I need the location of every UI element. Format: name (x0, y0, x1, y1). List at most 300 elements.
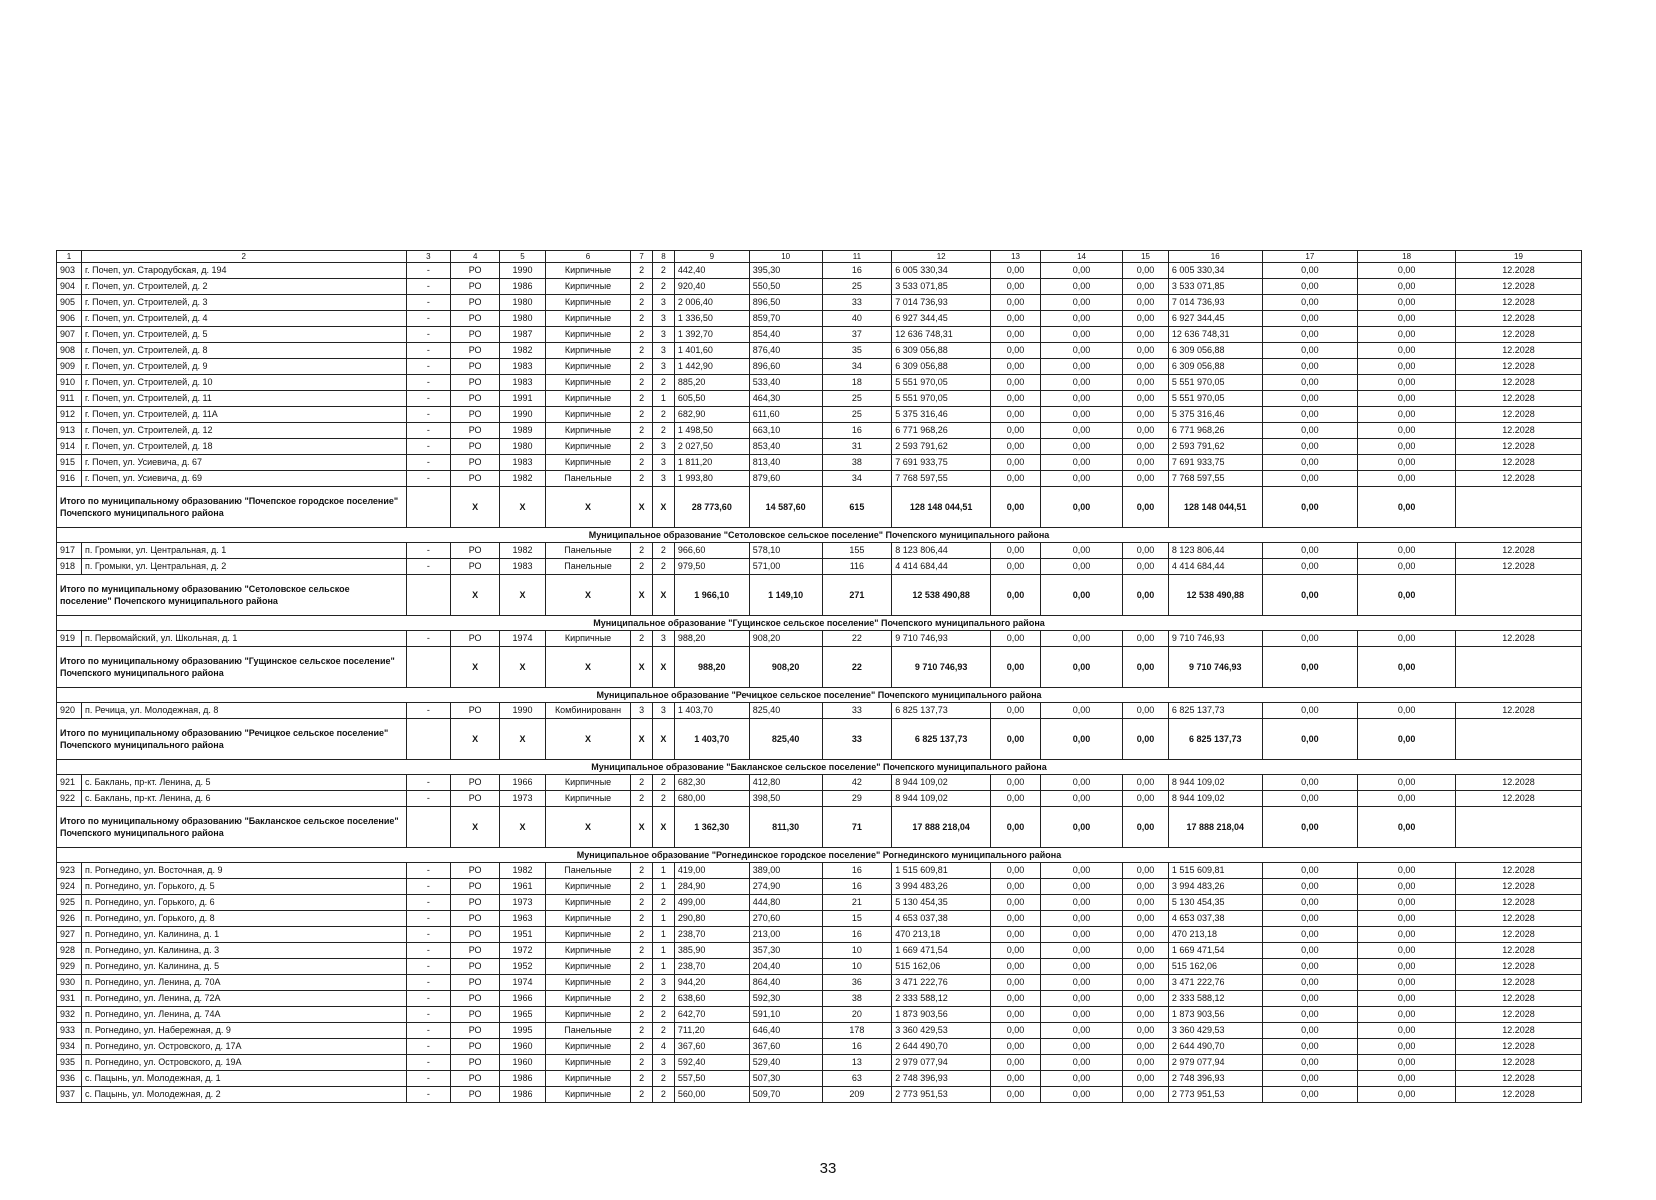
table-cell: 2 (631, 279, 653, 295)
table-cell: 533,40 (749, 375, 822, 391)
table-cell: 4 414 684,44 (892, 559, 991, 575)
table-cell: 1982 (500, 471, 546, 487)
table-cell: 854,40 (749, 327, 822, 343)
table-cell: 0,00 (1123, 311, 1169, 327)
table-cell: 529,40 (749, 1055, 822, 1071)
table-cell: 0,00 (1123, 543, 1169, 559)
total-row (57, 647, 1582, 688)
total-row (57, 487, 1582, 528)
table-cell: 0,00 (1262, 375, 1358, 391)
table-cell: 0,00 (991, 975, 1041, 991)
table-cell: 2 (631, 631, 653, 647)
total-label: Итого по муниципальному образованию "Бакланское сельское поселение" Почепского муниципального района (57, 807, 407, 848)
table-cell: 859,70 (749, 311, 822, 327)
table-cell: 0,00 (1358, 975, 1456, 991)
table-cell: 2 (631, 327, 653, 343)
table-cell: 395,30 (749, 263, 822, 279)
table-row (57, 1087, 1582, 1103)
address-cell: г. Почеп, ул. Строителей, д. 3 (81, 295, 406, 311)
header-cell: 11 (822, 251, 892, 263)
table-cell: 910 (57, 375, 82, 391)
table-cell: 0,00 (1358, 439, 1456, 455)
table-row (57, 943, 1582, 959)
table-cell: 0,00 (991, 911, 1041, 927)
header-cell: 18 (1358, 251, 1456, 263)
table-row (57, 631, 1582, 647)
table-cell: РО (451, 975, 500, 991)
table-cell: 0,00 (1040, 439, 1122, 455)
table-cell: РО (451, 1071, 500, 1087)
table-cell: 944,20 (674, 975, 749, 991)
table-cell: 1 (653, 927, 675, 943)
total-cell: 9 710 746,93 (892, 647, 991, 688)
table-cell: 0,00 (991, 895, 1041, 911)
table-cell: 38 (822, 455, 892, 471)
table-cell: 5 551 970,05 (892, 375, 991, 391)
table-cell: 0,00 (1123, 863, 1169, 879)
total-cell: X (500, 575, 546, 616)
header-row (57, 251, 1582, 263)
table-cell: 3 (653, 343, 675, 359)
table-cell: 0,00 (1123, 775, 1169, 791)
table-row (57, 263, 1582, 279)
table-cell: 12.2028 (1456, 775, 1582, 791)
table-cell: 0,00 (991, 1087, 1041, 1103)
table-cell: 5 375 316,46 (892, 407, 991, 423)
table-cell: 12.2028 (1456, 391, 1582, 407)
table-cell: 10 (822, 959, 892, 975)
table-cell: 1952 (500, 959, 546, 975)
table-body (57, 251, 1582, 1103)
header-cell: 1 (57, 251, 82, 263)
total-cell: 615 (822, 487, 892, 528)
address-cell: г. Почеп, ул. Строителей, д. 18 (81, 439, 406, 455)
table-cell: РО (451, 775, 500, 791)
table-cell: Комбинированн (545, 703, 630, 719)
table-cell: 0,00 (1358, 927, 1456, 943)
table-cell: РО (451, 375, 500, 391)
table-cell: 0,00 (1040, 1023, 1122, 1039)
table-cell: Кирпичные (545, 375, 630, 391)
table-cell: 1 336,50 (674, 311, 749, 327)
table-cell: 924 (57, 879, 82, 895)
total-cell: 0,00 (1040, 719, 1122, 760)
table-cell: 1983 (500, 455, 546, 471)
table-cell: 1989 (500, 423, 546, 439)
table-cell: - (406, 559, 451, 575)
total-cell: 0,00 (991, 719, 1041, 760)
table-cell: 0,00 (1262, 1007, 1358, 1023)
total-cell: 71 (822, 807, 892, 848)
table-cell: 0,00 (991, 391, 1041, 407)
section-heading-row (57, 760, 1582, 775)
table-cell: 2 (653, 895, 675, 911)
address-cell: г. Почеп, ул. Строителей, д. 11 (81, 391, 406, 407)
table-cell: 398,50 (749, 791, 822, 807)
table-cell: 2 (631, 295, 653, 311)
table-cell: 2 (653, 791, 675, 807)
table-cell: 2 (631, 959, 653, 975)
table-cell: - (406, 1007, 451, 1023)
table-cell: 12.2028 (1456, 311, 1582, 327)
table-cell: 557,50 (674, 1071, 749, 1087)
table-cell: 290,80 (674, 911, 749, 927)
table-cell: 927 (57, 927, 82, 943)
total-label: Итого по муниципальному образованию "Почепское городское поселение" Почепского муниципального района (57, 487, 407, 528)
table-cell: - (406, 423, 451, 439)
total-cell: 825,40 (749, 719, 822, 760)
table-cell: - (406, 975, 451, 991)
table-cell: - (406, 407, 451, 423)
table-cell: 1983 (500, 559, 546, 575)
table-cell: 0,00 (1358, 295, 1456, 311)
total-cell: 17 888 218,04 (1168, 807, 1262, 848)
table-cell: 0,00 (991, 991, 1041, 1007)
table-cell: 238,70 (674, 927, 749, 943)
table-cell: - (406, 791, 451, 807)
total-cell: 9 710 746,93 (1168, 647, 1262, 688)
table-cell: 0,00 (1262, 927, 1358, 943)
table-row (57, 991, 1582, 1007)
table-cell: РО (451, 359, 500, 375)
table-cell: 0,00 (1123, 407, 1169, 423)
table-cell: 8 123 806,44 (1168, 543, 1262, 559)
table-cell: РО (451, 343, 500, 359)
table-cell: 2 (631, 895, 653, 911)
table-cell: - (406, 927, 451, 943)
table-cell: 592,40 (674, 1055, 749, 1071)
address-cell: п. Рогнедино, ул. Калинина, д. 1 (81, 927, 406, 943)
table-cell: 0,00 (1358, 391, 1456, 407)
table-cell: 0,00 (1358, 455, 1456, 471)
total-cell: 908,20 (749, 647, 822, 688)
table-cell: 0,00 (1358, 279, 1456, 295)
total-cell: 0,00 (1262, 575, 1358, 616)
total-label: Итого по муниципальному образованию "Гущинское сельское поселение" Почепского муниципального района (57, 647, 407, 688)
table-cell: 912 (57, 407, 82, 423)
table-cell: 284,90 (674, 879, 749, 895)
table-cell: 3 (653, 1055, 675, 1071)
table-cell: 444,80 (749, 895, 822, 911)
table-cell: 909 (57, 359, 82, 375)
table-cell: Кирпичные (545, 423, 630, 439)
section-heading: Муниципальное образование "Сетоловское сельское поселение" Почепского муниципального района (57, 528, 1582, 543)
table-cell: РО (451, 1039, 500, 1055)
address-cell: п. Рогнедино, ул. Островского, д. 19А (81, 1055, 406, 1071)
table-cell: Кирпичные (545, 775, 630, 791)
table-cell: 923 (57, 863, 82, 879)
table-cell: 178 (822, 1023, 892, 1039)
table-cell: 2 (631, 1007, 653, 1023)
table-cell: 0,00 (1040, 991, 1122, 1007)
table-cell: 2 (631, 879, 653, 895)
table-cell: 0,00 (1358, 359, 1456, 375)
table-cell: - (406, 1055, 451, 1071)
table-cell: 2 (653, 1023, 675, 1039)
total-cell: 0,00 (991, 807, 1041, 848)
table-cell: Кирпичные (545, 455, 630, 471)
table-cell: РО (451, 1055, 500, 1071)
table-cell: 1982 (500, 543, 546, 559)
table-cell: 12.2028 (1456, 407, 1582, 423)
table-cell: 1990 (500, 703, 546, 719)
table-cell: РО (451, 471, 500, 487)
table-cell: 3 (653, 631, 675, 647)
total-cell: X (545, 807, 630, 848)
table-cell: 0,00 (1123, 559, 1169, 575)
table-cell: 0,00 (1123, 975, 1169, 991)
table-cell: 1963 (500, 911, 546, 927)
table-cell: 0,00 (1262, 1071, 1358, 1087)
table-cell: - (406, 943, 451, 959)
header-cell: 15 (1123, 251, 1169, 263)
total-cell: X (653, 575, 675, 616)
table-cell: 0,00 (1040, 631, 1122, 647)
table-cell: 916 (57, 471, 82, 487)
table-cell: 2 (631, 775, 653, 791)
table-cell: 274,90 (749, 879, 822, 895)
table-cell: 2 748 396,93 (1168, 1071, 1262, 1087)
table-row (57, 295, 1582, 311)
table-cell: 209 (822, 1087, 892, 1103)
address-cell: г. Почеп, ул. Усиевича, д. 67 (81, 455, 406, 471)
table-cell: 0,00 (1262, 327, 1358, 343)
table-cell: 16 (822, 879, 892, 895)
table-cell: 1951 (500, 927, 546, 943)
table-cell: 389,00 (749, 863, 822, 879)
table-cell: 0,00 (1040, 863, 1122, 879)
table-cell: 16 (822, 1039, 892, 1055)
table-row (57, 391, 1582, 407)
table-cell: 2 (631, 1039, 653, 1055)
table-cell: 37 (822, 327, 892, 343)
total-cell: X (545, 575, 630, 616)
table-cell: 0,00 (1262, 471, 1358, 487)
address-cell: п. Рогнедино, ул. Ленина, д. 74А (81, 1007, 406, 1023)
table-cell: 4 414 684,44 (1168, 559, 1262, 575)
table-cell: 2 (631, 943, 653, 959)
table-cell: 5 375 316,46 (1168, 407, 1262, 423)
register-sheet (56, 250, 1582, 1103)
total-cell: X (631, 719, 653, 760)
table-row (57, 311, 1582, 327)
table-cell: Кирпичные (545, 359, 630, 375)
table-cell: 3 994 483,26 (892, 879, 991, 895)
table-cell: 1974 (500, 631, 546, 647)
section-heading: Муниципальное образование "Речицкое сельское поселение" Почепского муниципального района (57, 688, 1582, 703)
table-cell (406, 719, 451, 760)
table-cell: Панельные (545, 863, 630, 879)
table-cell: 2 333 588,12 (1168, 991, 1262, 1007)
table-cell: 0,00 (991, 791, 1041, 807)
table-row (57, 407, 1582, 423)
table-cell: 2 593 791,62 (892, 439, 991, 455)
total-cell: 128 148 044,51 (892, 487, 991, 528)
table-cell: 0,00 (1262, 359, 1358, 375)
total-cell: 0,00 (991, 487, 1041, 528)
table-cell: Кирпичные (545, 327, 630, 343)
table-cell: - (406, 455, 451, 471)
table-cell: 0,00 (1040, 455, 1122, 471)
table-cell: 0,00 (1123, 1023, 1169, 1039)
table-cell: 922 (57, 791, 82, 807)
table-cell: 0,00 (991, 559, 1041, 575)
table-cell: 903 (57, 263, 82, 279)
table-cell: 0,00 (1123, 991, 1169, 1007)
table-cell: 0,00 (1123, 631, 1169, 647)
table-cell: РО (451, 407, 500, 423)
table-cell: 2 748 396,93 (892, 1071, 991, 1087)
table-cell: 34 (822, 471, 892, 487)
total-cell: 0,00 (991, 647, 1041, 688)
table-cell: РО (451, 391, 500, 407)
table-row (57, 1071, 1582, 1087)
table-cell: РО (451, 279, 500, 295)
table-cell: РО (451, 559, 500, 575)
total-label: Итого по муниципальному образованию "Речицкое сельское поселение" Почепского муниципального района (57, 719, 407, 760)
table-cell: 0,00 (1040, 879, 1122, 895)
table-cell: 25 (822, 391, 892, 407)
table-cell: 0,00 (1040, 943, 1122, 959)
table-cell: 0,00 (1262, 1055, 1358, 1071)
table-cell: Панельные (545, 559, 630, 575)
table-cell: Кирпичные (545, 943, 630, 959)
table-cell: 896,50 (749, 295, 822, 311)
address-cell: п. Рогнедино, ул. Восточная, д. 9 (81, 863, 406, 879)
table-cell: 5 130 454,35 (892, 895, 991, 911)
table-row (57, 895, 1582, 911)
table-cell: 3 360 429,53 (1168, 1023, 1262, 1039)
total-cell: 1 966,10 (674, 575, 749, 616)
table-cell (1456, 575, 1582, 616)
table-cell: РО (451, 791, 500, 807)
table-cell: 12.2028 (1456, 911, 1582, 927)
table-cell (406, 575, 451, 616)
table-cell: 0,00 (1123, 791, 1169, 807)
table-cell: 2 (653, 991, 675, 1007)
table-cell: 2 (653, 1007, 675, 1023)
table-cell: - (406, 311, 451, 327)
table-row (57, 375, 1582, 391)
table-cell: 16 (822, 927, 892, 943)
header-cell: 2 (81, 251, 406, 263)
table-cell: 6 771 968,26 (892, 423, 991, 439)
table-cell: 33 (822, 703, 892, 719)
table-cell: 1 401,60 (674, 343, 749, 359)
table-cell: 0,00 (1123, 359, 1169, 375)
table-cell: 2 (653, 1087, 675, 1103)
table-cell: Кирпичные (545, 791, 630, 807)
table-cell: 8 944 109,02 (892, 775, 991, 791)
table-cell: РО (451, 439, 500, 455)
table-cell: 0,00 (1123, 1087, 1169, 1103)
table-cell: 920 (57, 703, 82, 719)
table-cell: 12.2028 (1456, 559, 1582, 575)
total-cell: 988,20 (674, 647, 749, 688)
table-cell: 155 (822, 543, 892, 559)
table-cell: 12.2028 (1456, 423, 1582, 439)
table-cell: 6 005 330,34 (1168, 263, 1262, 279)
total-row (57, 575, 1582, 616)
table-cell: 1 669 471,54 (1168, 943, 1262, 959)
table-cell: 8 123 806,44 (892, 543, 991, 559)
table-cell: 0,00 (1358, 911, 1456, 927)
header-cell: 3 (406, 251, 451, 263)
table-row (57, 959, 1582, 975)
table-cell: 6 771 968,26 (1168, 423, 1262, 439)
total-cell: X (631, 575, 653, 616)
table-cell: 0,00 (991, 359, 1041, 375)
table-cell: 920,40 (674, 279, 749, 295)
table-cell: 913 (57, 423, 82, 439)
page-number: 33 (819, 1160, 837, 1177)
total-cell: 1 403,70 (674, 719, 749, 760)
table-cell: 0,00 (991, 263, 1041, 279)
table-cell: 2 (653, 423, 675, 439)
table-cell: 1986 (500, 1071, 546, 1087)
table-cell: 385,90 (674, 943, 749, 959)
table-cell: 911 (57, 391, 82, 407)
table-cell: 6 309 056,88 (892, 343, 991, 359)
table-cell: 0,00 (991, 295, 1041, 311)
table-cell: 864,40 (749, 975, 822, 991)
table-row (57, 1039, 1582, 1055)
table-cell: - (406, 471, 451, 487)
table-cell: РО (451, 327, 500, 343)
total-cell: X (451, 575, 500, 616)
address-cell: п. Громыки, ул. Центральная, д. 2 (81, 559, 406, 575)
table-cell: 2 (653, 279, 675, 295)
table-cell: 2 (631, 423, 653, 439)
table-row (57, 439, 1582, 455)
table-cell: - (406, 391, 451, 407)
table-row (57, 1007, 1582, 1023)
table-cell: 9 710 746,93 (1168, 631, 1262, 647)
total-cell: 12 538 490,88 (892, 575, 991, 616)
table-cell: 2 333 588,12 (892, 991, 991, 1007)
table-cell: 2 773 951,53 (1168, 1087, 1262, 1103)
total-cell: 6 825 137,73 (892, 719, 991, 760)
table-cell: 1960 (500, 1055, 546, 1071)
table-cell: 1983 (500, 359, 546, 375)
table-cell: 0,00 (1040, 543, 1122, 559)
table-cell: 966,60 (674, 543, 749, 559)
table-cell: 0,00 (1123, 391, 1169, 407)
table-cell: 0,00 (991, 927, 1041, 943)
address-cell: п. Рогнедино, ул. Ленина, д. 72А (81, 991, 406, 1007)
table-cell: 2 (653, 407, 675, 423)
table-cell: 934 (57, 1039, 82, 1055)
table-cell: 12.2028 (1456, 1055, 1582, 1071)
table-cell: РО (451, 991, 500, 1007)
table-cell: РО (451, 455, 500, 471)
table-cell: Кирпичные (545, 279, 630, 295)
table-cell: Кирпичные (545, 895, 630, 911)
table-cell: 507,30 (749, 1071, 822, 1087)
table-cell: 515 162,06 (892, 959, 991, 975)
table-cell: РО (451, 895, 500, 911)
table-cell: 2 (631, 1055, 653, 1071)
table-row (57, 471, 1582, 487)
table-cell: 2 (631, 975, 653, 991)
table-cell: 0,00 (1358, 1039, 1456, 1055)
table-cell: 412,80 (749, 775, 822, 791)
table-cell: 0,00 (1040, 775, 1122, 791)
table-row (57, 863, 1582, 879)
table-row (57, 927, 1582, 943)
section-heading-row (57, 616, 1582, 631)
table-cell: 3 (631, 703, 653, 719)
